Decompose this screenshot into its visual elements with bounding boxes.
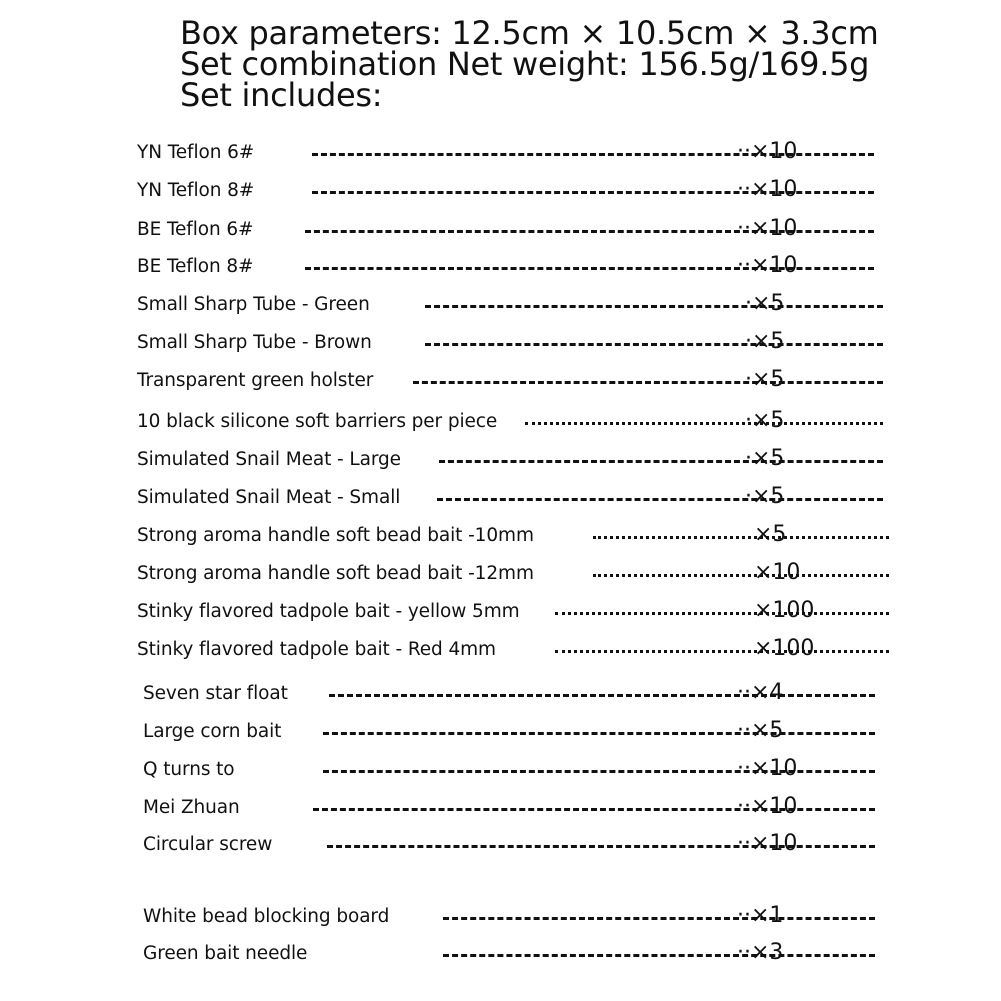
dotted-leader bbox=[525, 422, 883, 425]
item-name: YN Teflon 8# bbox=[137, 179, 255, 201]
list-item bbox=[143, 718, 784, 744]
item-name: White bead blocking board bbox=[143, 905, 390, 927]
set-includes-line: Set includes: bbox=[180, 76, 383, 114]
list-item bbox=[137, 408, 785, 434]
item-quantity: ·×5 bbox=[745, 484, 785, 509]
dotted-leader bbox=[323, 732, 875, 735]
dotted-leader bbox=[329, 694, 875, 697]
item-quantity: ×10 bbox=[754, 560, 801, 585]
dotted-leader bbox=[437, 498, 883, 501]
item-name: Seven star float bbox=[143, 682, 288, 704]
item-name: 10 black silicone soft barriers per piece bbox=[137, 410, 498, 432]
item-name: Strong aroma handle soft bead bait -10mm bbox=[137, 524, 534, 546]
list-item bbox=[137, 560, 801, 586]
item-name: YN Teflon 6# bbox=[137, 141, 255, 163]
item-name: Strong aroma handle soft bead bait -12mm bbox=[137, 562, 534, 584]
item-quantity: ×100 bbox=[754, 636, 815, 661]
item-name: Small Sharp Tube - Brown bbox=[137, 331, 372, 353]
item-quantity: ·×5 bbox=[745, 291, 785, 316]
item-name: Green bait needle bbox=[143, 942, 308, 964]
list-item bbox=[143, 756, 798, 782]
dotted-leader bbox=[425, 305, 883, 308]
item-quantity: ·×5 bbox=[745, 446, 785, 471]
list-item bbox=[137, 636, 815, 662]
item-quantity: ··×5 bbox=[737, 718, 784, 743]
item-quantity: ·×5 bbox=[745, 408, 785, 433]
item-quantity: ··×3 bbox=[737, 940, 784, 965]
list-item bbox=[137, 446, 785, 472]
item-name: Q turns to bbox=[143, 758, 235, 780]
item-quantity: ··×1 bbox=[737, 903, 784, 928]
list-item bbox=[143, 903, 784, 929]
item-quantity: ··×10 bbox=[737, 177, 798, 202]
item-quantity: ··×4 bbox=[737, 680, 784, 705]
box-parameters-line: Box parameters: 12.5cm × 10.5cm × 3.3cm bbox=[180, 14, 879, 52]
box-info-header bbox=[180, 14, 879, 114]
dotted-leader bbox=[443, 917, 875, 920]
list-item bbox=[137, 367, 785, 393]
item-name: BE Teflon 6# bbox=[137, 218, 254, 240]
dotted-leader bbox=[555, 650, 889, 653]
item-name: Stinky flavored tadpole bait - yellow 5mm bbox=[137, 600, 520, 622]
item-quantity: ··×10 bbox=[737, 253, 798, 278]
item-name: Small Sharp Tube - Green bbox=[137, 293, 370, 315]
item-name: BE Teflon 8# bbox=[137, 255, 254, 277]
list-item bbox=[137, 177, 798, 203]
list-item bbox=[137, 216, 798, 242]
list-item bbox=[137, 253, 798, 279]
dotted-leader bbox=[413, 381, 883, 384]
list-item bbox=[137, 484, 785, 510]
item-name: Circular screw bbox=[143, 833, 273, 855]
item-name: Mei Zhuan bbox=[143, 796, 240, 818]
list-item bbox=[143, 940, 784, 966]
item-quantity: ·×5 bbox=[745, 329, 785, 354]
list-item bbox=[143, 680, 784, 706]
item-quantity: ··×10 bbox=[737, 794, 798, 819]
dotted-leader bbox=[425, 343, 883, 346]
item-name: Stinky flavored tadpole bait - Red 4mm bbox=[137, 638, 496, 660]
item-quantity: ··×10 bbox=[737, 216, 798, 241]
item-quantity: ·×5 bbox=[745, 367, 785, 392]
list-item bbox=[137, 291, 785, 317]
dotted-leader bbox=[439, 460, 883, 463]
dotted-leader bbox=[593, 536, 889, 539]
list-item bbox=[143, 831, 798, 857]
item-quantity: ··×10 bbox=[737, 756, 798, 781]
item-name: Simulated Snail Meat - Small bbox=[137, 486, 401, 508]
item-quantity: ×100 bbox=[754, 598, 815, 623]
item-quantity: ··×10 bbox=[737, 831, 798, 856]
list-item bbox=[137, 139, 798, 165]
dotted-leader bbox=[555, 612, 889, 615]
list-item bbox=[137, 329, 785, 355]
item-quantity: ··×10 bbox=[737, 139, 798, 164]
list-item bbox=[137, 522, 787, 548]
item-name: Large corn bait bbox=[143, 720, 282, 742]
dotted-leader bbox=[443, 954, 875, 957]
list-item bbox=[143, 794, 798, 820]
net-weight-line: Set combination Net weight: 156.5g/169.5g bbox=[180, 45, 870, 83]
item-name: Transparent green holster bbox=[137, 369, 374, 391]
item-quantity: ×5 bbox=[754, 522, 787, 547]
list-item bbox=[137, 598, 815, 624]
dotted-leader bbox=[593, 574, 889, 577]
item-name: Simulated Snail Meat - Large bbox=[137, 448, 401, 470]
